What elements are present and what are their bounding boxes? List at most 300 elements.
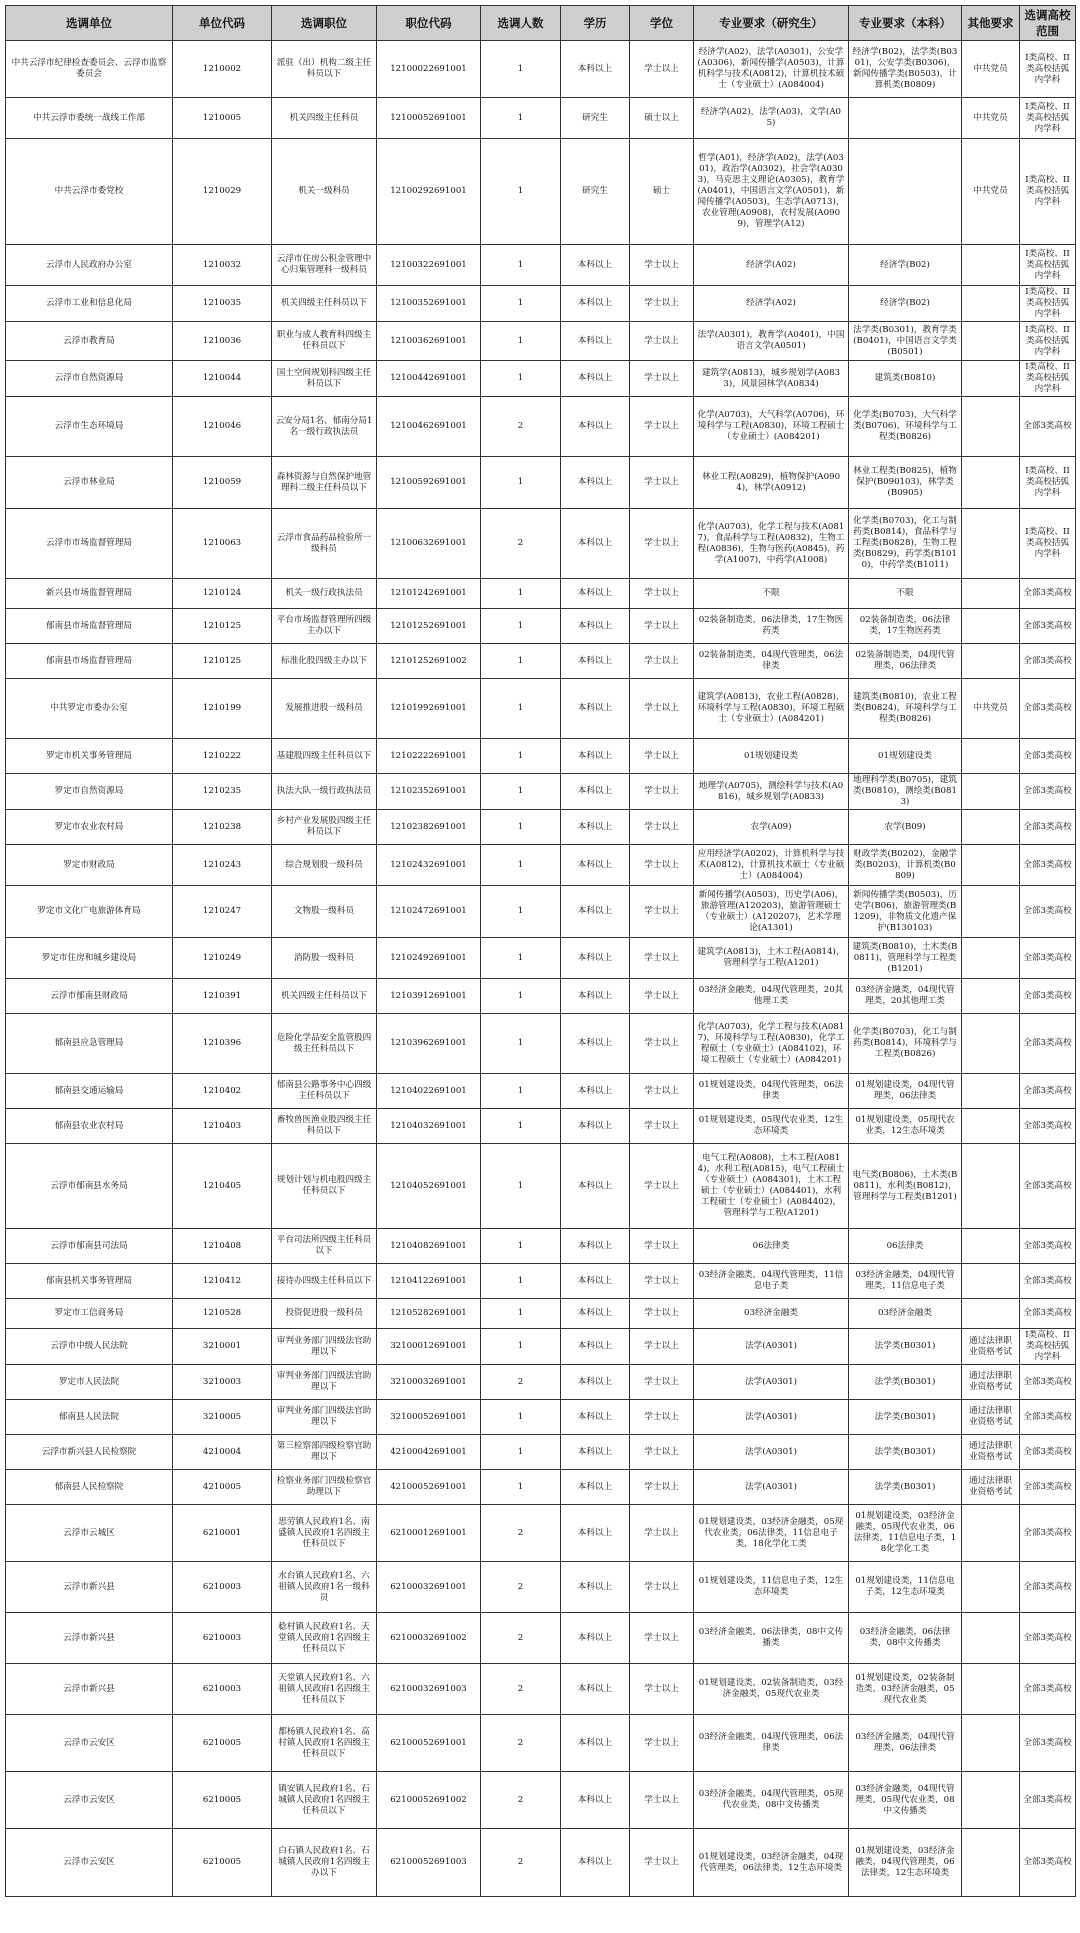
cell-university-scope: 全部3类高校: [1020, 1664, 1076, 1715]
cell-degree: 学士以上: [630, 41, 694, 98]
cell-university-scope: 全部3类高校: [1020, 1229, 1076, 1264]
cell-university-scope: I类高校、II类高校括弧内学科: [1020, 322, 1076, 361]
cell-major-undergraduate: 财政学类(B0202)，金融学类(B0203)，计算机类(B0809): [849, 845, 962, 886]
table-row: [6, 1109, 1076, 1144]
table-row: [6, 1772, 1076, 1829]
cell-university-scope: 全部3类高校: [1020, 1435, 1076, 1470]
cell-other-requirements: [962, 579, 1020, 609]
cell-major-undergraduate: 03经济金融类，04现代管理类，05现代农业类，08中文传播类: [849, 1772, 962, 1829]
table-row: [6, 1229, 1076, 1264]
cell-position-code: 12102492691001: [377, 938, 481, 979]
cell-unit: 罗定市工信商务局: [6, 1299, 173, 1329]
cell-other-requirements: [962, 1505, 1020, 1562]
cell-major-graduate: 03经济金融类: [694, 1299, 849, 1329]
cell-major-undergraduate: 电气类(B0806)，土木类(B0811)，水利类(B0812)，管理科学与工程类(B1201): [849, 1144, 962, 1229]
cell-position: 平台市场监督管理所四级主办以下: [272, 609, 377, 644]
cell-other-requirements: [962, 1562, 1020, 1613]
cell-position: 机关一级行政执法员: [272, 579, 377, 609]
cell-degree: 学士以上: [630, 245, 694, 286]
cell-other-requirements: [962, 397, 1020, 457]
cell-count: 1: [481, 245, 561, 286]
cell-count: 2: [481, 1505, 561, 1562]
cell-unit: 罗定市机关事务管理局: [6, 739, 173, 774]
cell-count: 1: [481, 1014, 561, 1074]
cell-unit: 中共云浮市纪律检查委员会、云浮市监察委员会: [6, 41, 173, 98]
cell-education: 本科以上: [561, 739, 630, 774]
cell-unit: 云浮市自然资源局: [6, 361, 173, 397]
cell-major-undergraduate: [849, 98, 962, 139]
cell-position: 文物股一级科员: [272, 886, 377, 938]
cell-degree: 学士以上: [630, 1715, 694, 1772]
cell-major-graduate: 01规划建设类，11信息电子类，12生态环境类: [694, 1562, 849, 1613]
cell-position-code: 12102222691001: [377, 739, 481, 774]
cell-other-requirements: 通过法律职业资格考试: [962, 1400, 1020, 1435]
cell-position-code: 12101242691001: [377, 579, 481, 609]
cell-major-graduate: 地理学(A0705)，测绘科学与技术(A0816)，城乡规划学(A0833): [694, 774, 849, 810]
cell-position: 派驻（出）机构二级主任科员以下: [272, 41, 377, 98]
cell-major-graduate: 01规划建设类，03经济金融类，04现代管理类，06法律类，12生态环境类: [694, 1829, 849, 1897]
cell-unit: 云浮市云安区: [6, 1772, 173, 1829]
cell-degree: 学士以上: [630, 579, 694, 609]
cell-education: 研究生: [561, 139, 630, 245]
cell-university-scope: 全部3类高校: [1020, 1365, 1076, 1400]
cell-major-undergraduate: 01规划建设类: [849, 739, 962, 774]
cell-unit-code: 1210247: [173, 886, 272, 938]
cell-position: 标准化股四级主办以下: [272, 644, 377, 679]
cell-education: 本科以上: [561, 679, 630, 739]
cell-university-scope: 全部3类高校: [1020, 1264, 1076, 1299]
cell-education: 本科以上: [561, 361, 630, 397]
cell-major-undergraduate: 化学类(B0703)，大气科学类(B0706)，环境科学与工程类(B0826): [849, 397, 962, 457]
cell-university-scope: 全部3类高校: [1020, 1144, 1076, 1229]
cell-education: 本科以上: [561, 1109, 630, 1144]
cell-other-requirements: [962, 886, 1020, 938]
cell-major-graduate: 01规划建设类，02装备制造类，03经济金融类，05现代农业类: [694, 1664, 849, 1715]
cell-position-code: 62100032691001: [377, 1562, 481, 1613]
cell-unit: 新兴县市场监督管理局: [6, 579, 173, 609]
cell-other-requirements: [962, 1829, 1020, 1897]
cell-unit-code: 4210004: [173, 1435, 272, 1470]
cell-education: 本科以上: [561, 1435, 630, 1470]
cell-education: 本科以上: [561, 938, 630, 979]
cell-unit-code: 1210005: [173, 98, 272, 139]
table-row: [6, 245, 1076, 286]
cell-count: 1: [481, 457, 561, 509]
cell-major-undergraduate: 01规划建设类，04现代管理类，06法律类: [849, 1074, 962, 1109]
cell-unit: 云浮市中级人民法院: [6, 1329, 173, 1365]
cell-education: 本科以上: [561, 1299, 630, 1329]
table-row: [6, 679, 1076, 739]
cell-unit: 云浮市生态环境局: [6, 397, 173, 457]
cell-unit-code: 1210199: [173, 679, 272, 739]
cell-degree: 学士以上: [630, 1562, 694, 1613]
cell-major-undergraduate: 不限: [849, 579, 962, 609]
cell-unit: 罗定市农业农村局: [6, 810, 173, 845]
cell-education: 本科以上: [561, 1144, 630, 1229]
cell-count: 2: [481, 1613, 561, 1664]
cell-major-graduate: 03经济金融类，04现代管理类，05现代农业类，08中文传播类: [694, 1772, 849, 1829]
cell-education: 本科以上: [561, 1229, 630, 1264]
cell-unit-code: 1210046: [173, 397, 272, 457]
cell-major-undergraduate: 法学类(B0301): [849, 1470, 962, 1505]
cell-university-scope: 全部3类高校: [1020, 938, 1076, 979]
cell-other-requirements: [962, 322, 1020, 361]
cell-unit: 云浮市郁南县财政局: [6, 979, 173, 1014]
cell-count: 1: [481, 979, 561, 1014]
cell-unit: 云浮市工业和信息化局: [6, 286, 173, 322]
cell-education: 本科以上: [561, 41, 630, 98]
table-row: [6, 886, 1076, 938]
table-row: [6, 397, 1076, 457]
cell-degree: 学士以上: [630, 1074, 694, 1109]
cell-major-undergraduate: 03经济金融类，04现代管理类，11信息电子类: [849, 1264, 962, 1299]
table-row: [6, 1264, 1076, 1299]
cell-unit-code: 1210125: [173, 609, 272, 644]
cell-other-requirements: 中共党员: [962, 98, 1020, 139]
table-row: [6, 1562, 1076, 1613]
cell-position: 职业与成人教育科四级主任科员以下: [272, 322, 377, 361]
cell-unit-code: 1210222: [173, 739, 272, 774]
cell-major-graduate: 法学(A0301)，教育学(A0401)，中国语言文学(A0501): [694, 322, 849, 361]
cell-major-graduate: 01规划建设类，05现代农业类，12生态环境类: [694, 1109, 849, 1144]
cell-major-graduate: 03经济金融类，04现代管理类，11信息电子类: [694, 1264, 849, 1299]
cell-count: 1: [481, 774, 561, 810]
cell-major-undergraduate: 03经济金融类，04现代管理类，06法律类: [849, 1715, 962, 1772]
cell-university-scope: 全部3类高校: [1020, 774, 1076, 810]
cell-unit: 云浮市新兴县人民检察院: [6, 1435, 173, 1470]
cell-university-scope: I类高校、II类高校括弧内学科: [1020, 457, 1076, 509]
cell-unit-code: 1210036: [173, 322, 272, 361]
cell-unit-code: 1210391: [173, 979, 272, 1014]
cell-degree: 学士以上: [630, 1664, 694, 1715]
cell-degree: 学士以上: [630, 1365, 694, 1400]
cell-position: 审判业务部门四级法官助理以下: [272, 1329, 377, 1365]
cell-education: 本科以上: [561, 1613, 630, 1664]
cell-position-code: 12102472691001: [377, 886, 481, 938]
cell-unit: 罗定市财政局: [6, 845, 173, 886]
cell-other-requirements: [962, 1715, 1020, 1772]
table-row: [6, 1664, 1076, 1715]
cell-university-scope: I类高校、II类高校括弧内学科: [1020, 139, 1076, 245]
cell-position-code: 12103912691001: [377, 979, 481, 1014]
cell-other-requirements: 中共党员: [962, 679, 1020, 739]
cell-position-code: 12100322691001: [377, 245, 481, 286]
cell-unit: 罗定市人民法院: [6, 1365, 173, 1400]
cell-position-code: 12104052691001: [377, 1144, 481, 1229]
cell-count: 1: [481, 1470, 561, 1505]
cell-major-graduate: 02装备制造类，04现代管理类，06法律类: [694, 644, 849, 679]
cell-other-requirements: [962, 938, 1020, 979]
cell-position: 思劳镇人民政府1名、南盛镇人民政府1名四级主任科员以下: [272, 1505, 377, 1562]
cell-degree: 学士以上: [630, 1229, 694, 1264]
table-row: [6, 1074, 1076, 1109]
table-row: [6, 579, 1076, 609]
cell-position-code: 12100462691001: [377, 397, 481, 457]
cell-major-undergraduate: 02装备制造类，06法律类，17生物医药类: [849, 609, 962, 644]
cell-position-code: 12103962691001: [377, 1014, 481, 1074]
cell-count: 2: [481, 1664, 561, 1715]
cell-unit: 云浮市新兴县: [6, 1613, 173, 1664]
recruitment-table-container: [5, 5, 1075, 1897]
cell-count: 2: [481, 397, 561, 457]
cell-other-requirements: [962, 774, 1020, 810]
cell-degree: 学士以上: [630, 1014, 694, 1074]
table-row: [6, 1505, 1076, 1562]
cell-education: 本科以上: [561, 1365, 630, 1400]
cell-major-undergraduate: 建筑类(B0810)，土木类(B0811)，管理科学与工程类(B1201): [849, 938, 962, 979]
cell-major-graduate: 经济学(A02)，法学(A0301)，公安学(A0306)，新闻传播学(A0503)，计算机科学与技术(A0812)，计算机技术硕士（专业硕士）(A084004): [694, 41, 849, 98]
cell-university-scope: I类高校、II类高校括弧内学科: [1020, 361, 1076, 397]
cell-count: 1: [481, 1144, 561, 1229]
cell-other-requirements: [962, 644, 1020, 679]
cell-unit: 云浮市林业局: [6, 457, 173, 509]
cell-position: 森林资源与自然保护地管理科二级主任科员以下: [272, 457, 377, 509]
cell-unit: 云浮市云安区: [6, 1715, 173, 1772]
cell-university-scope: I类高校、II类高校括弧内学科: [1020, 509, 1076, 579]
cell-count: 1: [481, 1229, 561, 1264]
cell-major-undergraduate: 法学类(B0301)，教育学类(B0401)，中国语言文学类(B0501): [849, 322, 962, 361]
cell-degree: 学士以上: [630, 845, 694, 886]
cell-degree: 硕士以上: [630, 98, 694, 139]
cell-education: 本科以上: [561, 1329, 630, 1365]
table-row: [6, 98, 1076, 139]
table-row: [6, 739, 1076, 774]
cell-education: 本科以上: [561, 886, 630, 938]
cell-degree: 学士以上: [630, 1329, 694, 1365]
cell-position-code: 42100052691001: [377, 1470, 481, 1505]
cell-other-requirements: [962, 1264, 1020, 1299]
cell-position: 投资促进股一级科员: [272, 1299, 377, 1329]
cell-unit-code: 1210412: [173, 1264, 272, 1299]
cell-university-scope: 全部3类高校: [1020, 739, 1076, 774]
cell-education: 本科以上: [561, 979, 630, 1014]
cell-university-scope: 全部3类高校: [1020, 1505, 1076, 1562]
cell-major-undergraduate: 01规划建设类，05现代农业类，12生态环境类: [849, 1109, 962, 1144]
cell-count: 2: [481, 1829, 561, 1897]
cell-other-requirements: [962, 509, 1020, 579]
cell-position-code: 12104022691001: [377, 1074, 481, 1109]
cell-major-graduate: 01规划建设类，03经济金融类，05现代农业类，06法律类，11信息电子类，18化学化工类: [694, 1505, 849, 1562]
cell-unit: 云浮市人民政府办公室: [6, 245, 173, 286]
cell-position-code: 12100352691001: [377, 286, 481, 322]
cell-count: 1: [481, 286, 561, 322]
cell-unit: 云浮市云城区: [6, 1505, 173, 1562]
header-university-scope: 选调高校范围: [1020, 6, 1076, 41]
cell-education: 本科以上: [561, 1562, 630, 1613]
cell-degree: 学士以上: [630, 1144, 694, 1229]
cell-major-undergraduate: 法学类(B0301): [849, 1435, 962, 1470]
cell-major-graduate: 农学(A09): [694, 810, 849, 845]
cell-major-graduate: 法学(A0301): [694, 1400, 849, 1435]
cell-education: 本科以上: [561, 1074, 630, 1109]
cell-university-scope: 全部3类高校: [1020, 1074, 1076, 1109]
table-row: [6, 361, 1076, 397]
cell-degree: 学士以上: [630, 1505, 694, 1562]
cell-unit: 罗定市自然资源局: [6, 774, 173, 810]
cell-major-undergraduate: 林业工程类(B0825)，植物保护(B090103)，林学类(B0905): [849, 457, 962, 509]
cell-other-requirements: [962, 457, 1020, 509]
cell-position: 天堂镇人民政府1名、六祖镇人民政府1名四级主任科员以下: [272, 1664, 377, 1715]
cell-unit: 云浮市市场监督管理局: [6, 509, 173, 579]
cell-university-scope: I类高校、II类高校括弧内学科: [1020, 41, 1076, 98]
cell-university-scope: 全部3类高校: [1020, 1772, 1076, 1829]
cell-unit-code: 1210405: [173, 1144, 272, 1229]
table-body: [6, 41, 1076, 1897]
cell-position: 机关四级主任科员: [272, 98, 377, 139]
cell-count: 2: [481, 1562, 561, 1613]
cell-degree: 学士以上: [630, 509, 694, 579]
cell-unit-code: 3210003: [173, 1365, 272, 1400]
cell-university-scope: I类高校、II类高校括弧内学科: [1020, 286, 1076, 322]
cell-degree: 学士以上: [630, 739, 694, 774]
header-unit-code: 单位代码: [173, 6, 272, 41]
cell-count: 1: [481, 1400, 561, 1435]
cell-degree: 学士以上: [630, 1109, 694, 1144]
cell-degree: 学士以上: [630, 979, 694, 1014]
cell-major-graduate: 新闻传播学(A0503)，历史学(A06)，旅游管理(A120203)，旅游管理硕士（专业硕士）(A120207)，艺术学理论(A1301): [694, 886, 849, 938]
cell-major-undergraduate: 03经济金融类，06法律类，08中文传播类: [849, 1613, 962, 1664]
cell-major-graduate: 03经济金融类，04现代管理类，20其他理工类: [694, 979, 849, 1014]
cell-university-scope: 全部3类高校: [1020, 1299, 1076, 1329]
cell-major-undergraduate: 法学类(B0301): [849, 1329, 962, 1365]
cell-university-scope: 全部3类高校: [1020, 1109, 1076, 1144]
cell-position: 水台镇人民政府1名、六祖镇人民政府1名一级科员: [272, 1562, 377, 1613]
cell-unit: 中共罗定市委办公室: [6, 679, 173, 739]
cell-major-graduate: 建筑学(A0813)，土木工程(A0814)，管理科学与工程(A1201): [694, 938, 849, 979]
cell-major-graduate: 法学(A0301): [694, 1365, 849, 1400]
cell-degree: 学士以上: [630, 1264, 694, 1299]
cell-other-requirements: 中共党员: [962, 139, 1020, 245]
cell-position: 检察业务部门四级检察官助理以下: [272, 1470, 377, 1505]
cell-university-scope: 全部3类高校: [1020, 1562, 1076, 1613]
cell-degree: 学士以上: [630, 938, 694, 979]
cell-major-graduate: 03经济金融类，06法律类，08中文传播类: [694, 1613, 849, 1664]
cell-university-scope: 全部3类高校: [1020, 1470, 1076, 1505]
table-row: [6, 1435, 1076, 1470]
cell-unit: 郁南县应急管理局: [6, 1014, 173, 1074]
cell-count: 2: [481, 509, 561, 579]
cell-count: 1: [481, 609, 561, 644]
cell-education: 本科以上: [561, 1715, 630, 1772]
cell-position-code: 62100012691001: [377, 1505, 481, 1562]
cell-university-scope: I类高校、II类高校括弧内学科: [1020, 1329, 1076, 1365]
cell-degree: 学士以上: [630, 886, 694, 938]
cell-count: 1: [481, 361, 561, 397]
header-major-graduate: 专业要求（研究生）: [694, 6, 849, 41]
cell-position-code: 62100052691002: [377, 1772, 481, 1829]
cell-count: 2: [481, 1715, 561, 1772]
cell-count: 1: [481, 886, 561, 938]
cell-other-requirements: [962, 739, 1020, 774]
cell-major-undergraduate: 地理科学类(B0705)，建筑类(B0810)，测绘类(B0813): [849, 774, 962, 810]
cell-degree: 学士以上: [630, 1299, 694, 1329]
cell-position-code: 12102352691001: [377, 774, 481, 810]
cell-position: 审判业务部门四级法官助理以下: [272, 1400, 377, 1435]
cell-unit: 云浮市新兴县: [6, 1562, 173, 1613]
cell-other-requirements: [962, 810, 1020, 845]
cell-education: 本科以上: [561, 774, 630, 810]
cell-major-graduate: 化学(A0703)，化学工程与技术(A0817)，环境科学与工程(A0830)，化学工程硕士（专业硕士）(A084102)，环境工程硕士（专业硕士）(A084201): [694, 1014, 849, 1074]
cell-education: 本科以上: [561, 609, 630, 644]
cell-unit-code: 1210402: [173, 1074, 272, 1109]
cell-position-code: 12102432691001: [377, 845, 481, 886]
cell-unit-code: 6210005: [173, 1715, 272, 1772]
cell-unit-code: 3210005: [173, 1400, 272, 1435]
table-row: [6, 979, 1076, 1014]
table-row: [6, 139, 1076, 245]
cell-other-requirements: [962, 1772, 1020, 1829]
header-count: 选调人数: [481, 6, 561, 41]
cell-unit-code: 1210403: [173, 1109, 272, 1144]
cell-other-requirements: [962, 609, 1020, 644]
cell-major-graduate: 03经济金融类，04现代管理类，06法律类: [694, 1715, 849, 1772]
cell-count: 1: [481, 322, 561, 361]
cell-university-scope: 全部3类高校: [1020, 845, 1076, 886]
cell-position-code: 12101992691001: [377, 679, 481, 739]
cell-unit-code: 1210059: [173, 457, 272, 509]
cell-count: 1: [481, 739, 561, 774]
cell-other-requirements: 中共党员: [962, 41, 1020, 98]
cell-unit-code: 4210005: [173, 1470, 272, 1505]
table-row: [6, 1470, 1076, 1505]
cell-degree: 学士以上: [630, 774, 694, 810]
cell-position-code: 12101252691002: [377, 644, 481, 679]
cell-unit-code: 1210396: [173, 1014, 272, 1074]
cell-major-undergraduate: 建筑类(B0810): [849, 361, 962, 397]
header-major-undergraduate: 专业要求（本科）: [849, 6, 962, 41]
cell-education: 本科以上: [561, 322, 630, 361]
cell-position: 消防股一级科员: [272, 938, 377, 979]
cell-position-code: 12100022691001: [377, 41, 481, 98]
cell-degree: 学士以上: [630, 810, 694, 845]
cell-unit-code: 1210124: [173, 579, 272, 609]
cell-position: 综合规划股一级科员: [272, 845, 377, 886]
cell-unit-code: 6210005: [173, 1829, 272, 1897]
cell-university-scope: 全部3类高校: [1020, 1715, 1076, 1772]
cell-other-requirements: [962, 245, 1020, 286]
cell-position: 机关四级主任科员以下: [272, 979, 377, 1014]
cell-unit: 郁南县市场监督管理局: [6, 644, 173, 679]
cell-unit: 郁南县人民检察院: [6, 1470, 173, 1505]
cell-unit-code: 1210238: [173, 810, 272, 845]
cell-education: 本科以上: [561, 1505, 630, 1562]
cell-degree: 学士以上: [630, 361, 694, 397]
cell-major-undergraduate: 建筑类(B0810)，农业工程类(B0824)，环境科学与工程类(B0826): [849, 679, 962, 739]
table-row: [6, 1299, 1076, 1329]
cell-position: 国土空间规划科四级主任科员以下: [272, 361, 377, 397]
table-row: [6, 509, 1076, 579]
table-row: [6, 1144, 1076, 1229]
cell-unit-code: 6210003: [173, 1562, 272, 1613]
cell-major-undergraduate: 经济学(B02): [849, 245, 962, 286]
cell-other-requirements: [962, 1109, 1020, 1144]
cell-other-requirements: [962, 1613, 1020, 1664]
cell-position: 云安分局1名、郁南分局1名一级行政执法员: [272, 397, 377, 457]
cell-unit-code: 1210249: [173, 938, 272, 979]
cell-count: 1: [481, 1074, 561, 1109]
cell-major-graduate: 经济学(A02)，法学(A03)，文学(A05): [694, 98, 849, 139]
cell-university-scope: 全部3类高校: [1020, 644, 1076, 679]
cell-position: 郁南县公路事务中心四级主任科员以下: [272, 1074, 377, 1109]
table-row: [6, 1829, 1076, 1897]
cell-unit: 郁南县人民法院: [6, 1400, 173, 1435]
cell-count: 1: [481, 139, 561, 245]
cell-unit-code: 1210029: [173, 139, 272, 245]
cell-degree: 学士以上: [630, 286, 694, 322]
cell-position-code: 12104082691001: [377, 1229, 481, 1264]
cell-position: 执法大队一级行政执法员: [272, 774, 377, 810]
cell-position: 白石镇人民政府1名、石城镇人民政府1名四级主办以下: [272, 1829, 377, 1897]
